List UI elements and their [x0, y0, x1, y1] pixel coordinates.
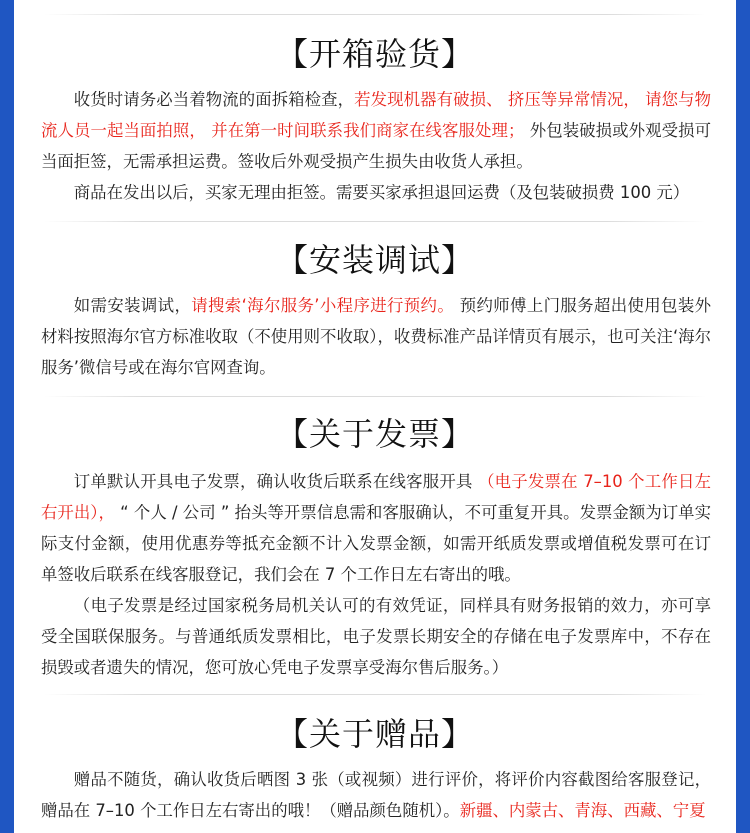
- divider: [44, 14, 706, 15]
- section-title-gifts: 【关于赠品】: [275, 715, 474, 753]
- section-title-unboxing: 【开箱验货】: [275, 35, 474, 73]
- divider: [44, 221, 706, 222]
- unboxing-paragraph-2: 商品在发出以后，买家无理由拒签。需要买家承担退回运费（及包装破损费 100 元）: [73, 183, 690, 202]
- unboxing-paragraph-1: 收货时请务必当着物流的面拆箱检查，若发现机器有破损、 挤压等异常情况， 请您与物流人员一起当面拍照， 并在第一时间联系我们商家在线客服处理； 外包装破损或外观受损可当面拒签，无需承担运费。签收后外观受损产生损失由收货人承担。: [41, 90, 711, 171]
- installation-paragraph: 如需安装调试，请搜索‘海尔服务’小程序进行预约。 预约师傅上门服务超出使用包装外材料按照海尔官方标准收取（不使用则不收取），收费标准产品详情页有展示，也可关注‘海尔服务’微信号或在海尔官网查询。: [41, 296, 712, 377]
- invoice-paragraph-1: 订单默认开具电子发票，确认收货后联系在线客服开具 （电子发票在 7–10 个工作日左右开出）， “ 个人 / 公司 ” 抬头等开票信息需和客服确认，不可重复开具。发票金额为订单实际支付金额，使用优惠券等抵充金额不计入发票金额，如需开纸质发票或增值税发票可在订单签收后联系在线客服登记，我们会在 7 个工作日左右寄出的哦。: [41, 472, 711, 584]
- gifts-paragraph: 赠品不随货，确认收货后晒图 3 张（或视频）进行评价，将评价内容截图给客服登记，赠品在 7–10 个工作日左右寄出的哦！（赠品颜色随机）。新疆、内蒙古、青海、西藏、宁夏: [41, 770, 711, 820]
- section-title-invoice: 【关于发票】: [275, 415, 474, 453]
- section-title-installation: 【安装调试】: [275, 241, 474, 279]
- divider: [44, 694, 706, 695]
- divider: [44, 396, 706, 397]
- invoice-paragraph-2: （电子发票是经过国家税务局机关认可的有效凭证，同样具有财务报销的效力，亦可享受全国联保服务。与普通纸质发票相比，电子发票长期安全的存储在电子发票库中，不存在损毁或者遗失的情况，您可放心凭电子发票享受海尔售后服务。）: [41, 596, 711, 677]
- content-panel: [14, 0, 736, 833]
